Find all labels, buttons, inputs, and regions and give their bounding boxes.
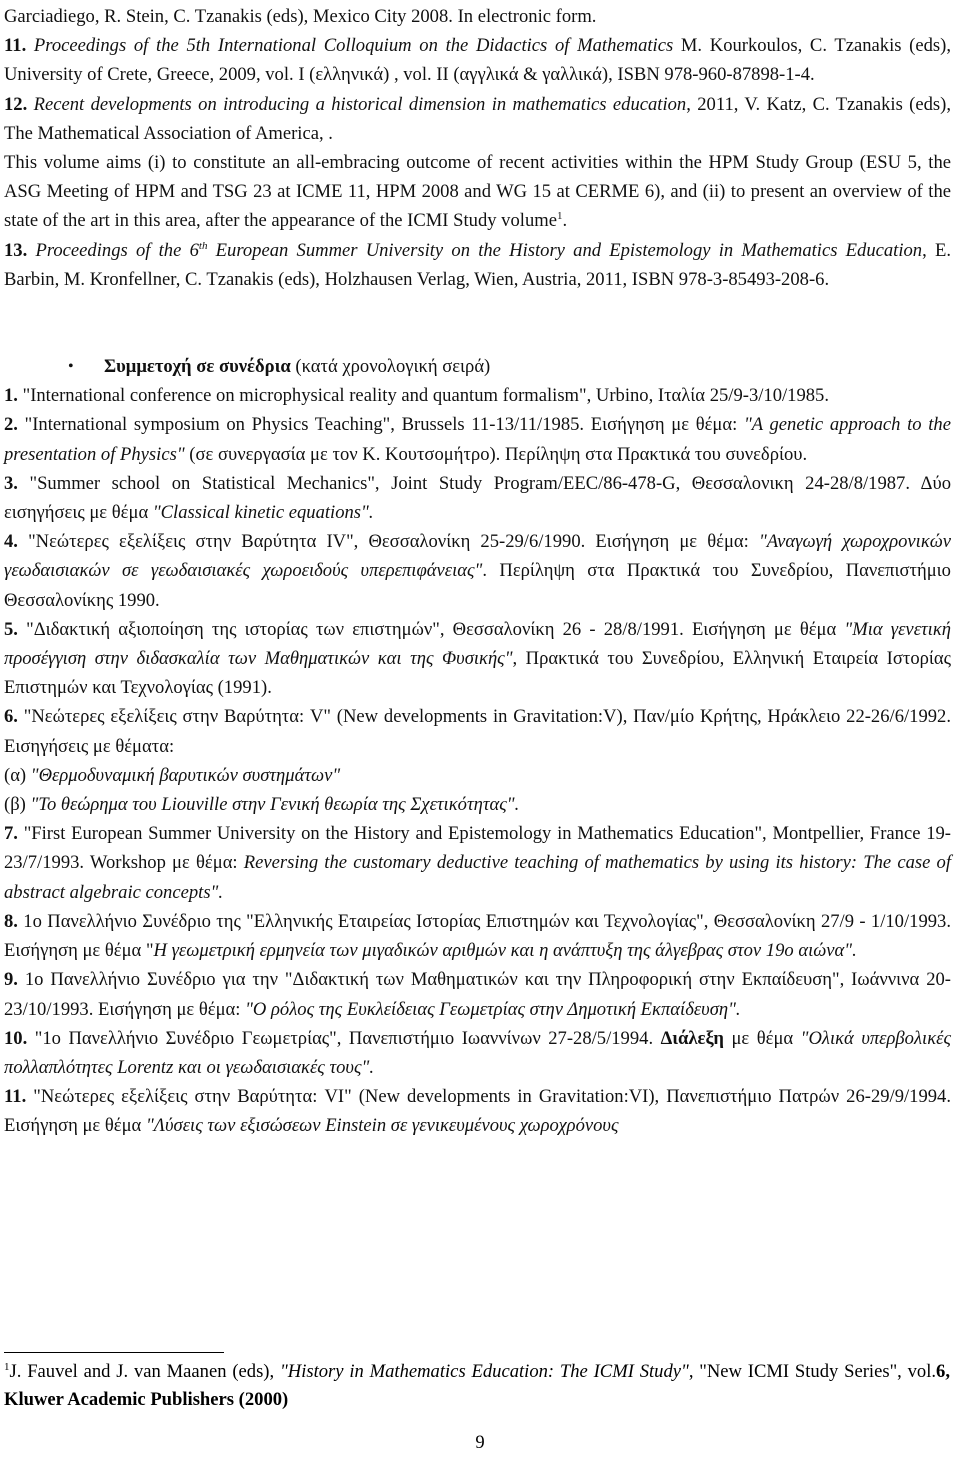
entry-details: M. Kourkoulos, C. Tzanakis (eds), University of Crete, Greece, 2009, vol. I (ελληνικά) , vol. II (αγγλικά & γαλλικά), ISBN 978-960-87898-1-4. [4, 35, 951, 86]
talk-title: "Ολικά υπερβολικές πολλαπλότητες Lorentz και οι γεωδαισιακές τους". [4, 1027, 951, 1078]
entry-title [27, 240, 922, 261]
footnote-publisher: 6, Kluwer Academic Publishers (2000) [4, 1361, 950, 1410]
entry-number: 5. [4, 618, 18, 640]
page-number: 9 [475, 1432, 485, 1453]
entry-text-end: . Περίληψη στα Πρακτικά του Συνεδρίου, Πανεπιστήμιο Θεσσαλονίκης 1990. [4, 560, 951, 611]
talk-title: Η γεωμετρική ερμηνεία των μιγαδικών αριθμών και η ανάπτυξη της άλγεβρας στον 19ο αιώνα". [153, 940, 857, 962]
entry-text-mid: με θέμα [723, 1027, 801, 1049]
footnote-divider [4, 1352, 224, 1353]
entry-number: 12. [4, 93, 28, 115]
conference-6-talk-a [4, 761, 951, 790]
entry-12 [4, 90, 951, 148]
footnote-ref[interactable]: 1 [556, 210, 563, 223]
talk-label: (β) [4, 794, 31, 816]
entry-text: "Νεώτερες εξελίξεις στην Βαρύτητα: VI" (New developments in Gravitation:VI), Πανεπιστήμιο Πατρών 26-29/9/1994. Εισήγηση με θέμα [4, 1086, 951, 1137]
talk-label: (α) [4, 764, 31, 786]
conference-5 [4, 615, 951, 703]
entry-number: 8. [4, 910, 18, 932]
talk-title: "Λύσεις των εξισώσεων Einstein σε γενικευμένους χωροχρόνους [145, 1115, 619, 1137]
entry-title: Recent developments on introducing a historical dimension in mathematics education [27, 93, 687, 115]
title-part-b: European Summer University on the History and Epistemology in Mathematics Education [207, 239, 923, 261]
conference-6-talk-b [4, 790, 951, 819]
bullet-icon: • [68, 358, 74, 376]
section-subtitle: (κατά χρονολογική σειρά) [290, 356, 491, 378]
entry-number: 7. [4, 823, 18, 845]
conference-1 [4, 381, 951, 410]
entry-text-end: (σε συνεργασία με τον Κ. Κουτσομήτρο). Περίληψη στα Πρακτικά του συνεδρίου. [184, 443, 808, 465]
conference-9 [4, 965, 951, 1023]
ordinal-sup: th [198, 239, 208, 252]
entry-number: 6. [4, 706, 18, 728]
entry-number: 9. [4, 969, 18, 991]
talk-title: "Αναγωγή χωροχρονικών γεωδαισιακών σε γεωδαισιακές χωροειδούς υπερεπιφάνειας" [4, 531, 951, 582]
description-text: This volume aims (i) to constitute an all-embracing outcome of recent activities within the HPM Study Group (ESU 5, the ASG Meeting of HPM and TSG 23 at ICME 11, HPM 2008 and WG 15 at CERME 6), and (ii) to present an overview of the state of the art in this area, after the appearance of the ICMI Study volume [4, 152, 951, 232]
entry-number: 2. [4, 414, 18, 436]
entry-text: "Summer school on Statistical Mechanics", Joint Study Program/EEC/86-478-G, Θεσσαλονικη 24-28/8/1987. Δύο εισηγήσεις με θέμα [4, 472, 951, 524]
footnote-series: , "New ICMI Study Series", vol. [688, 1361, 937, 1382]
entry-number: 3. [4, 472, 18, 494]
talk-title: Reversing the customary deductive teaching of mathematics by using its history: The case of abstract algebraic concepts". [4, 852, 951, 903]
conference-3 [4, 469, 951, 527]
entry-text-end: , Πρακτικά του Συνεδρίου, Ελληνική Εταιρεία Ιστορίας Επιστημών και Τεχνολογίας (1991). [4, 648, 951, 699]
entry-text: "First European Summer University on the History and Epistemology in Mathematics Education", Montpellier, France 19-23/7/1993. Workshop με θέμα: [4, 823, 951, 874]
entry-number: 1. [4, 385, 18, 407]
entry-text: 1ο Πανελλήνιο Συνέδριο της "Ελληνικής Εταιρείας Ιστορίας Επιστημών και Τεχνολογίας", Θεσσαλονίκη 27/9 - 1/10/1993. Εισήγηση με θέμα " [4, 910, 951, 962]
entry-13 [4, 236, 951, 294]
talk-title: "Μια γενετική προσέγγιση στην διδασκαλία των Μαθηματικών και της Φυσικής" [4, 618, 951, 670]
entry-title: Proceedings of the 5th International Colloquium on the Didactics of Mathematics [26, 35, 674, 57]
talk-title: "Classical kinetic equations". [152, 502, 374, 524]
entry-number: 11. [4, 35, 27, 57]
conference-8 [4, 907, 951, 965]
spacer [4, 294, 951, 348]
footnote-title: "History in Mathematics Education: The ICMI Study" [279, 1361, 689, 1382]
title-part-a: Proceedings of the 6 [27, 239, 199, 261]
talk-title: "Ο ρόλος της Ευκλείδειας Γεωμετρίας στην Δημοτική Εκπαίδευση". [245, 998, 741, 1020]
entry-text: "International conference on microphysical reality and quantum formalism", Urbino, Ιταλία 25/9-3/10/1985. [17, 385, 830, 407]
footnote-authors: J. Fauvel and J. van Maanen (eds), [9, 1361, 280, 1382]
entry-12-description [4, 148, 951, 236]
entry-text: "Διδακτική αξιοποίηση της ιστορίας των επιστημών", Θεσσαλονίκη 26 - 28/8/1991. Εισήγηση με θέμα [17, 618, 845, 640]
section-heading [4, 352, 951, 381]
entry-number: 11. [4, 1086, 27, 1108]
entry-details: , E. Barbin, M. Kronfellner, C. Tzanakis (eds), Holzhausen Verlag, Wien, Austria, 2011, ISBN 978-3-85493-208-6. [4, 239, 951, 290]
conference-10 [4, 1024, 951, 1082]
entry-number: 4. [4, 531, 18, 553]
conference-2 [4, 410, 951, 468]
entry-text: 1ο Πανελλήνιο Συνέδριο για την "Διδακτική των Μαθηματικών και την Πληροφορική στην Εκπαίδευση", Ιωάννινα 20-23/10/1993. Εισήγηση με θέμα: [4, 969, 951, 1020]
entry-10-tail: Garciadiego, R. Stein, C. Tzanakis (eds), Mexico City 2008. In electronic form. [4, 6, 597, 27]
talk-title: "A genetic approach to the presentation of Physics" [4, 414, 951, 465]
entry-number: 13. [4, 239, 28, 261]
footnote-marker: 1 [4, 1360, 10, 1373]
entry-details: , 2011, V. Katz, C. Tzanakis (eds), The Mathematical Association of America, . [4, 93, 951, 144]
section-title: Συμμετοχή σε συνέδρια [104, 356, 291, 378]
talk-title: "Το θεώρημα του Liouville στην Γενική θεωρία της Σχετικότητας". [30, 794, 520, 816]
conference-11 [4, 1082, 951, 1140]
entry-text: "Νεώτερες εξελίξεις στην Βαρύτητα: V" (New developments in Gravitation:V), Παν/μίο Κρήτης, Ηράκλειο 22-26/6/1992. Εισηγήσεις με θέματα: [4, 706, 951, 757]
conference-4 [4, 527, 951, 615]
conference-7 [4, 819, 951, 907]
lecture-label: Διάλεξη [660, 1027, 724, 1049]
period: . [562, 210, 568, 232]
entry-text: "1ο Πανελλήνιο Συνέδριο Γεωμετρίας", Πανεπιστήμιο Ιωαννίνων 27-28/5/1994. [27, 1027, 661, 1049]
entry-number: 10. [4, 1027, 28, 1049]
conference-6 [4, 702, 951, 760]
footnote [4, 1358, 950, 1414]
entry-11 [4, 31, 951, 89]
talk-title: "Θερμοδυναμική βαρυτικών συστημάτων" [30, 764, 341, 786]
entry-text: "International symposium on Physics Teaching", Brussels 11-13/11/1985. Εισήγηση με θέμα: [17, 414, 744, 436]
entry-text: "Νεώτερες εξελίξεις στην Βαρύτητα IV", Θεσσαλονίκη 25-29/6/1990. Εισήγηση με θέμα: [17, 531, 759, 553]
